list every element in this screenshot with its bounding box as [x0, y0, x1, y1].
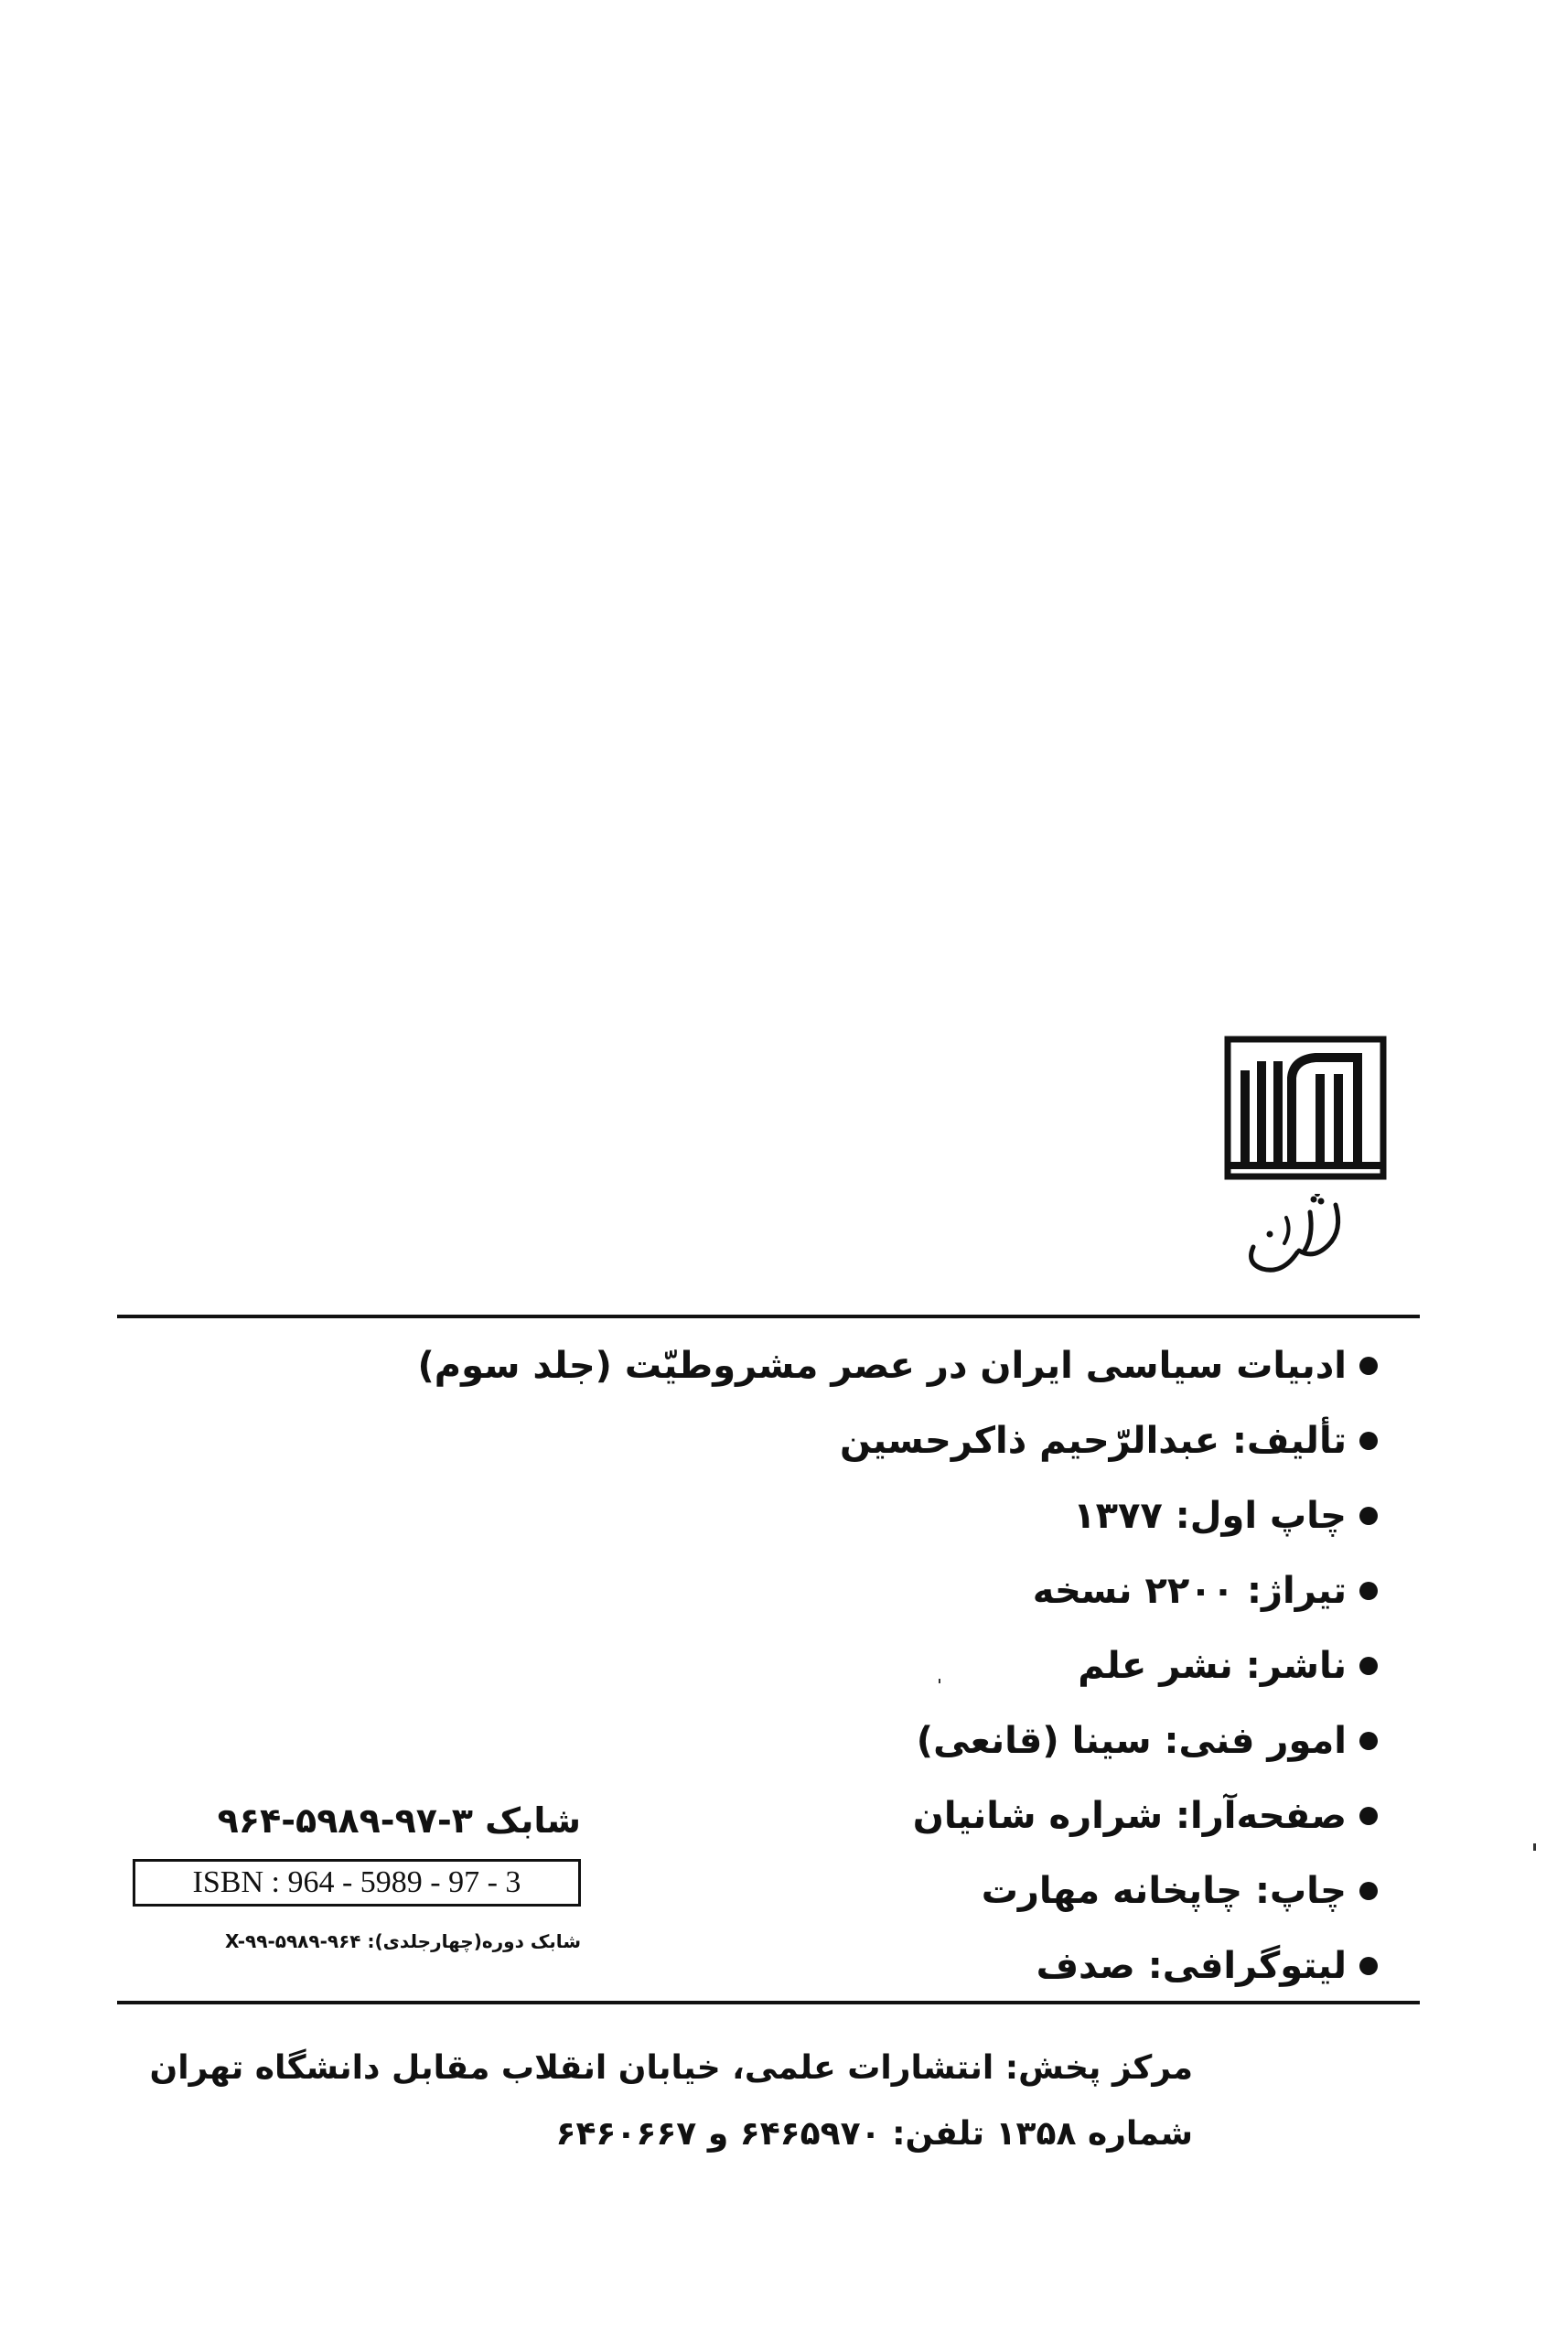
isbn-latin-box: ISBN : 964 - 5989 - 97 - 3: [133, 1859, 581, 1907]
bullet-icon: [1359, 1882, 1378, 1900]
distribution-address: مرکز پخش: انتشارات علمی، خیابان انقلاب مقابل دانشگاه تهران: [149, 2049, 1193, 2087]
book-details-list: [417, 1328, 1378, 2004]
detail-text: چاپ: چاپخانه مهارت: [981, 1870, 1347, 1912]
publisher-calligraphy-icon: [1226, 1194, 1354, 1285]
bullet-icon: [1359, 1507, 1378, 1525]
detail-technical: [554, 1703, 1378, 1778]
detail-text: امور فنی: سینا (قانعی): [916, 1720, 1347, 1762]
publisher-logo-icon: [1220, 1034, 1394, 1189]
distribution-phone: شماره ۱۳۵۸ تلفن: ۶۴۶۵۹۷۰ و ۶۴۶۰۶۶۷: [555, 2115, 1193, 2153]
top-divider: [117, 1315, 1420, 1318]
detail-text: تیراژ: ۲۲۰۰ نسخه: [1032, 1570, 1347, 1612]
isbn-persian: شابک ۳-۹۷-۵۹۸۹-۹۶۴: [217, 1800, 581, 1841]
detail-lithography: [554, 1928, 1378, 2004]
detail-layout: [554, 1778, 1378, 1853]
bullet-icon: [1359, 1357, 1378, 1375]
isbn-set: شابک دوره(چهارجلدی): X-۹۹-۵۹۸۹-۹۶۴: [224, 1930, 581, 1952]
detail-edition: [554, 1478, 1378, 1553]
bullet-icon: [1359, 1807, 1378, 1825]
detail-text: تألیف: عبدالرّحیم ذاکرحسین: [839, 1420, 1347, 1462]
detail-printer: [554, 1853, 1378, 1928]
detail-author: [554, 1403, 1378, 1478]
bottom-divider: [117, 2001, 1420, 2004]
detail-text: چاپ اول: ۱۳۷۷: [1073, 1495, 1347, 1537]
detail-publisher: [554, 1628, 1378, 1703]
bullet-icon: [1359, 1957, 1378, 1975]
bullet-icon: [1359, 1582, 1378, 1600]
distribution-info: [149, 2036, 1193, 2167]
scan-speck: [939, 1679, 940, 1683]
detail-text: ناشر: نشر علم: [1078, 1645, 1347, 1687]
bullet-icon: [1359, 1432, 1378, 1450]
detail-title: [417, 1328, 1378, 1403]
detail-circulation: [554, 1553, 1378, 1628]
scan-speck: [1533, 1843, 1536, 1851]
detail-text: صفحه‌آرا: شراره شانیان: [912, 1795, 1347, 1837]
detail-text: لیتوگرافی: صدف: [1036, 1945, 1347, 1987]
detail-text: ادبیات سیاسی ایران در عصر مشروطیّت (جلد سوم): [417, 1345, 1347, 1387]
bullet-icon: [1359, 1732, 1378, 1750]
isbn-block: [133, 1793, 581, 1952]
bullet-icon: [1359, 1657, 1378, 1675]
